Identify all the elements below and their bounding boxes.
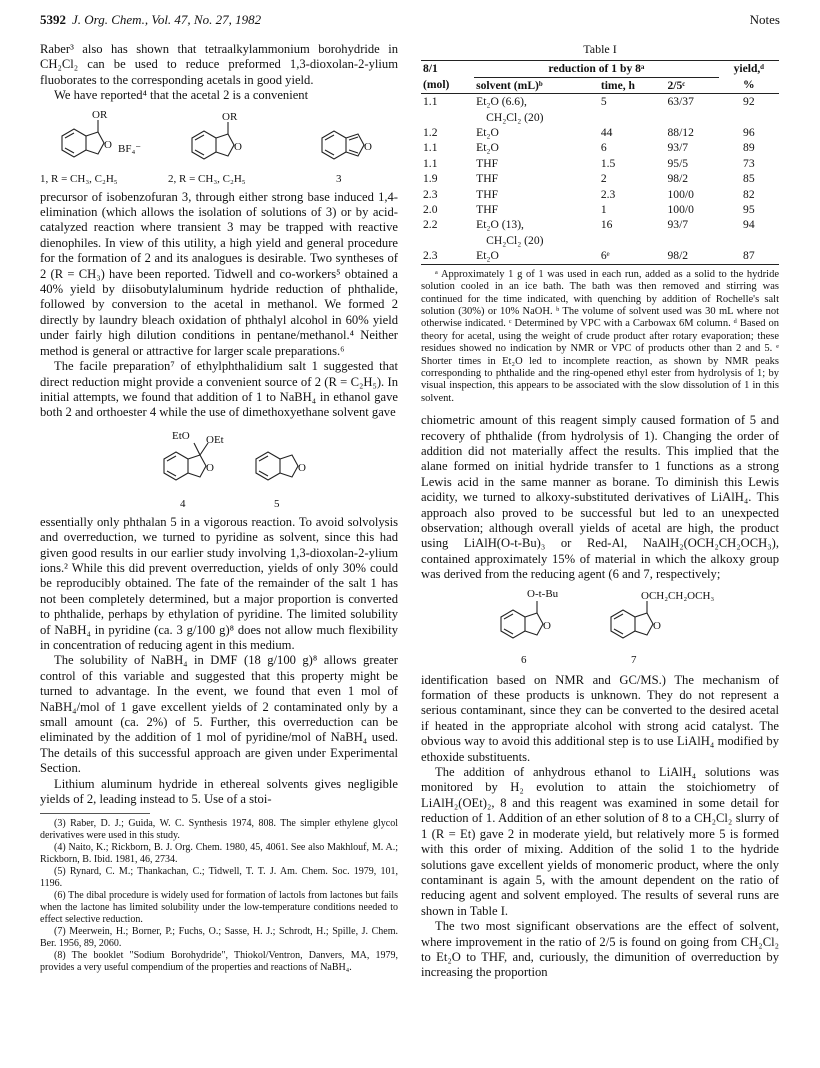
cell-yield: 96	[743, 126, 755, 140]
eto-label: EtO	[172, 429, 190, 442]
cell-solvent: Et₂O	[476, 249, 499, 263]
cell-yield: 95	[743, 203, 755, 217]
cell-solvent: THF	[476, 187, 499, 201]
cell-yield: 94	[743, 218, 755, 232]
cell-solvent	[474, 217, 599, 248]
cell-time: 2.3	[600, 187, 616, 201]
journal-citation: J. Org. Chem., Vol. 47, No. 27, 1982	[72, 12, 262, 27]
bf4-label: BF₄⁻	[118, 142, 142, 155]
cell-ratio: 2.3	[423, 249, 438, 263]
structure-drawings	[421, 587, 779, 653]
cell-time: 44	[600, 126, 613, 140]
group-header: reduction of 1 by 8ᵃ	[474, 61, 719, 77]
footnote: (4) Naito, K.; Rickborn, B. J. Org. Chem. 1980, 45, 4061. See also Makhlouf, M. A.; Rickborn, B. Ibid. 1981, 46, 2734.	[40, 842, 398, 866]
cell-solvent: THF	[476, 203, 499, 217]
table-row	[421, 156, 779, 171]
ring-oxygen-label: O	[364, 140, 372, 153]
right-column	[421, 42, 779, 981]
cell-ratio: 1.9	[423, 172, 438, 186]
cell-ratio: 1.1	[423, 95, 438, 109]
cell-ratio-25: 100/0	[667, 203, 694, 217]
or-label: OR	[222, 110, 238, 123]
col-time-header: time, h	[600, 78, 635, 92]
paragraph: identification based on NMR and GC/MS.) The mechanism of formation of these products is unknown. They do not represent a serious contaminant, since they can be converted to the desired acetal if heated in the appropriate alcohol with strong acid catalyst. The obvious way to avoid this additional step is to use LiAlH₄ modified by ethoxide substituents.	[421, 672, 779, 764]
or-label: OR	[92, 108, 108, 121]
cell-ratio: 2.2	[423, 218, 438, 232]
cell-yield: 82	[743, 187, 755, 201]
cell-ratio-25: 95/5	[667, 156, 689, 170]
table-1	[421, 60, 779, 264]
ring-oxygen-label: O	[543, 619, 551, 632]
left-column	[40, 42, 398, 974]
table-row	[421, 202, 779, 217]
compound-6-label: 6	[521, 653, 527, 666]
cell-ratio: 2.0	[423, 203, 438, 217]
compound-7-label: 7	[631, 653, 637, 666]
footnote: (7) Meerwein, H.; Borner, P.; Fuchs, O.; Sasse, H. J.; Schrodt, H.; Spille, J. Chem. Ber. 1956, 89, 2060.	[40, 926, 398, 950]
footnote: (8) The booklet "Sodium Borohydride", Thiokol/Ventron, Danvers, MA, 1979, provides a very useful compendium of the properties and reactions of NaBH₄.	[40, 950, 398, 974]
page-number: 5392	[40, 12, 66, 27]
cell-yield: 89	[743, 141, 755, 155]
footnote: (3) Raber, D. J.; Guida, W. C. Synthesis 1974, 808. The simpler ethylene glycol derivatives were used in this study.	[40, 818, 398, 842]
structures-1-2-3	[40, 108, 398, 188]
solvent-line-2: CH₂Cl₂ (20)	[486, 233, 544, 247]
footnote: (6) The dibal procedure is widely used for formation of lactols from lactones but fails when the lactone has limited solubility under the low-temperature conditions needed to effect selective reduction.	[40, 890, 398, 926]
structures-4-5	[40, 425, 398, 513]
cell-yield: 85	[743, 172, 755, 186]
paragraph: The addition of anhydrous ethanol to LiAlH₄ solutions was monitored by H₂ evolution to attain the stoichiometry of LiAlH₂(OEt)₂, 8 and this reagent was examined in some detail for reduction of 1. Addition of an ether solution of 8 to a CH₂Cl₂ slurry of 1 (R = Et) gave 2 in moderate yield, but relatively more 5 is formed with this order of mixing. Addition of the solid 1 to the hydride solutions gave excellent yields of monomeric product, where the only contaminant is again 5, with the amount dependent on the ratio of reducing agent and solvent employed. The results of several runs are shown in Table I.	[421, 765, 779, 918]
table-row	[421, 248, 779, 264]
cell-yield: 92	[743, 95, 755, 109]
compound-4-label: 4	[180, 497, 186, 510]
cell-ratio-25: 98/2	[667, 249, 689, 263]
col-yield-unit: %	[743, 78, 755, 92]
paragraph: Raber³ also has shown that tetraalkylammonium borohydride in CH₂Cl₂ can be used to reduce preformed 1,3-dioxolan-2-ylium fluoborates to the corresponding acetals in good yield.	[40, 42, 398, 87]
ring-oxygen-label: O	[206, 461, 214, 474]
table-row	[421, 140, 779, 155]
table-caption: Table I	[583, 42, 617, 56]
paragraph: Lithium aluminum hydride in ethereal solvents gives negligible yields of 2, leading instead to 5. Use of a stoi-	[40, 776, 398, 807]
paragraph: precursor of isobenzofuran 3, through either strong base induced 1,4-elimination (which allows the isolation of solutions of 3) or by acid-catalyzed reaction where transient 3 may be trapped with reactive dienophiles. In view of this utility, a high yield and general procedure for the formation of 2 and its analogues is desirable. Two syntheses of 2 (R = CH₃) have been reported. Tidwell and co-workers⁵ obtained a 40% yield by diisobutylaluminum hydride reduction of phthalide, followed by conversion to the acetal in methanol. We formed 2 directly by laundry bleach oxidation of phthalyl alcohol in 60% yield under fairly high dilution conditions in pentane/methanol.⁴ Neither method is general or attractive for larger scale preparations.⁶	[40, 189, 398, 358]
col-solvent-header: solvent (mL)ᵇ	[476, 78, 543, 92]
table-notes: ᵃ Approximately 1 g of 1 was used in each run, added as a solid to the hydride solution cooled in an ice bath. The bath was then removed and stirring was continued for the time indicated, with quenching by addition of Rochelle's salt solution (30%) or 10% NaOH. ᵇ The volume of solvent used was 30 mL where not otherwise indicated. ᶜ Determined by VPC with a Carbowax 6M column. ᵈ Based on theory for acetal, using the weight of crude product after rotary evaporation; these residues showed no indication by NMR or VPC of products other than 2 and 5. ᵉ Shorter times in Et₂O led to incomplete reaction, as shown by NMR peaks corresponding to phthalide and the ring-opened ethyl ester from hydrolysis of 1; by visual inspection, this appears to be associated with the slow dissolution of 1 in this solvent.	[421, 268, 779, 404]
ring-oxygen-label: O	[234, 140, 242, 153]
solvent-line-2: CH₂Cl₂ (20)	[486, 110, 544, 124]
compound-5-label: 5	[274, 497, 280, 510]
page-header	[40, 12, 780, 32]
solvent-line-1: Et₂O (6.6),	[476, 95, 527, 109]
solvent-line-1: Et₂O (13),	[476, 218, 524, 232]
table-row	[421, 187, 779, 202]
cell-ratio: 1.2	[423, 126, 438, 140]
cell-time: 1.5	[600, 156, 616, 170]
footnote: (5) Rynard, C. M.; Thankachan, C.; Tidwell, T. T. J. Am. Chem. Soc. 1979, 101, 1196.	[40, 866, 398, 890]
paragraph: essentially only phthalan 5 in a vigorous reaction. To avoid solvolysis and overreduction, we turned to pyridine as solvent, since this had given good results in our earlier study involving 1,3-dioxolan-2-ylium ions.² While this did prevent overreduction, yields of only 30% could be reproducibly obtained. The fate of the remainder of the salt 1 has not been completely determined, but a major proportion is converted to phthalide, perhaps by ethylation of pyridine. The limited solubility of NaBH₄ in pyridine (ca. 3 g/100 g)⁸ does not allow much flexibility in concentration of reducing agent in this medium.	[40, 514, 398, 652]
table-row	[421, 171, 779, 186]
footnotes	[40, 818, 398, 974]
paragraph: chiometric amount of this reagent simply caused formation of 5 and recovery of phthalide (from hydrolysis of 1). Changing the order of addition did not materially affect the results. This implied that the alane formed on initial hydride transfer to 1 functions as a strong Lewis acid in the same manner as borane. To diminish this Lewis acidity, we turned to alkoxy-substituted derivatives of LiAlH₄. This approach also proved to be successful but led to an unexpected observation; although overall yields of acetal are high, the product using LiAlH(O-t-Bu)₃ or Red-Al, NaAlH₂(OCH₂CH₂OCH₃), contained approximately 15% of material in which the alkoxy group was derived from the reducing agent (6 and 7, respectively;	[421, 413, 779, 582]
cell-time: 16	[600, 218, 613, 232]
cell-ratio-25: 93/7	[667, 218, 689, 232]
cell-ratio-25: 63/37	[667, 95, 694, 109]
cell-solvent: THF	[476, 172, 499, 186]
footnote-rule	[40, 813, 150, 814]
cell-ratio: 1.1	[423, 156, 438, 170]
oet-label: OEt	[206, 433, 224, 446]
compound-2-label: 2, R = CH₃, C₂H₅	[168, 172, 246, 185]
paragraph: The solubility of NaBH₄ in DMF (18 g/100 g)⁸ allows greater control of this variable and suggested that this property might be turned to advantage. In the event, we found that even 1 mol of NaBH₄/mol of 1 gave excellent yields of 2 contaminated only by a small amount (ca. 2%) of 5. Further, this overreduction can be eliminated by the addition of 1 mol of pyridine/mol of NaBH₄ used. The details of this successful approach are given under Experimental Section.	[40, 653, 398, 776]
cell-time: 1	[600, 203, 607, 217]
cell-time: 5	[600, 95, 607, 109]
cell-yield: 73	[743, 156, 755, 170]
cell-solvent: Et₂O	[476, 126, 499, 140]
cell-solvent	[474, 94, 599, 125]
col-25-header: 2/5ᶜ	[667, 78, 686, 92]
col-ratio-header: 8/1	[423, 62, 438, 76]
cell-time: 2	[600, 172, 607, 186]
cell-solvent: THF	[476, 156, 499, 170]
cell-yield: 87	[743, 249, 755, 263]
paragraph: The two most significant observations are the effect of solvent, where improvement in the ratio of 2/5 is found on going from CH₂Cl₂ to Et₂O to THF, and, curiously, the dimunition of overreduction by increasing the proportion	[421, 919, 779, 980]
cell-ratio-25: 93/7	[667, 141, 689, 155]
structures-6-7	[421, 587, 779, 671]
table-row	[421, 94, 779, 125]
section-name: Notes	[749, 12, 780, 27]
cell-ratio-25: 100/0	[667, 187, 694, 201]
ring-oxygen-label: O	[298, 461, 306, 474]
paragraph: The facile preparation⁷ of ethylphthalidium salt 1 suggested that direct reduction might provide a convenient source of 2 (R = C₂H₅). In initial attempts, we found that addition of 1 to NaBH₄ in ethanol gave both 2 and orthoester 4 while the use of dimethoxyethane solvent gave	[40, 359, 398, 420]
table-row	[421, 217, 779, 248]
ring-oxygen-label: O	[104, 138, 112, 151]
omeo-label: OCH₂CH₂OCH₃	[641, 589, 715, 602]
ring-oxygen-label: O	[653, 619, 661, 632]
cell-ratio-25: 98/2	[667, 172, 689, 186]
table-row	[421, 125, 779, 140]
col-ratio-unit: (mol)	[423, 78, 450, 92]
cell-time: 6	[600, 141, 607, 155]
cell-ratio: 1.1	[423, 141, 438, 155]
cell-ratio: 2.3	[423, 187, 438, 201]
cell-time: 6ᵉ	[600, 249, 610, 263]
otbu-label: O-t-Bu	[527, 587, 559, 600]
compound-3-label: 3	[336, 172, 342, 185]
col-yield-header: yield,ᵈ	[733, 62, 765, 76]
compound-1-label: 1, R = CH₃, C₂H₅	[40, 172, 118, 185]
paragraph: We have reported⁴ that the acetal 2 is a convenient	[54, 88, 309, 103]
cell-solvent: Et₂O	[476, 141, 499, 155]
cell-ratio-25: 88/12	[667, 126, 694, 140]
